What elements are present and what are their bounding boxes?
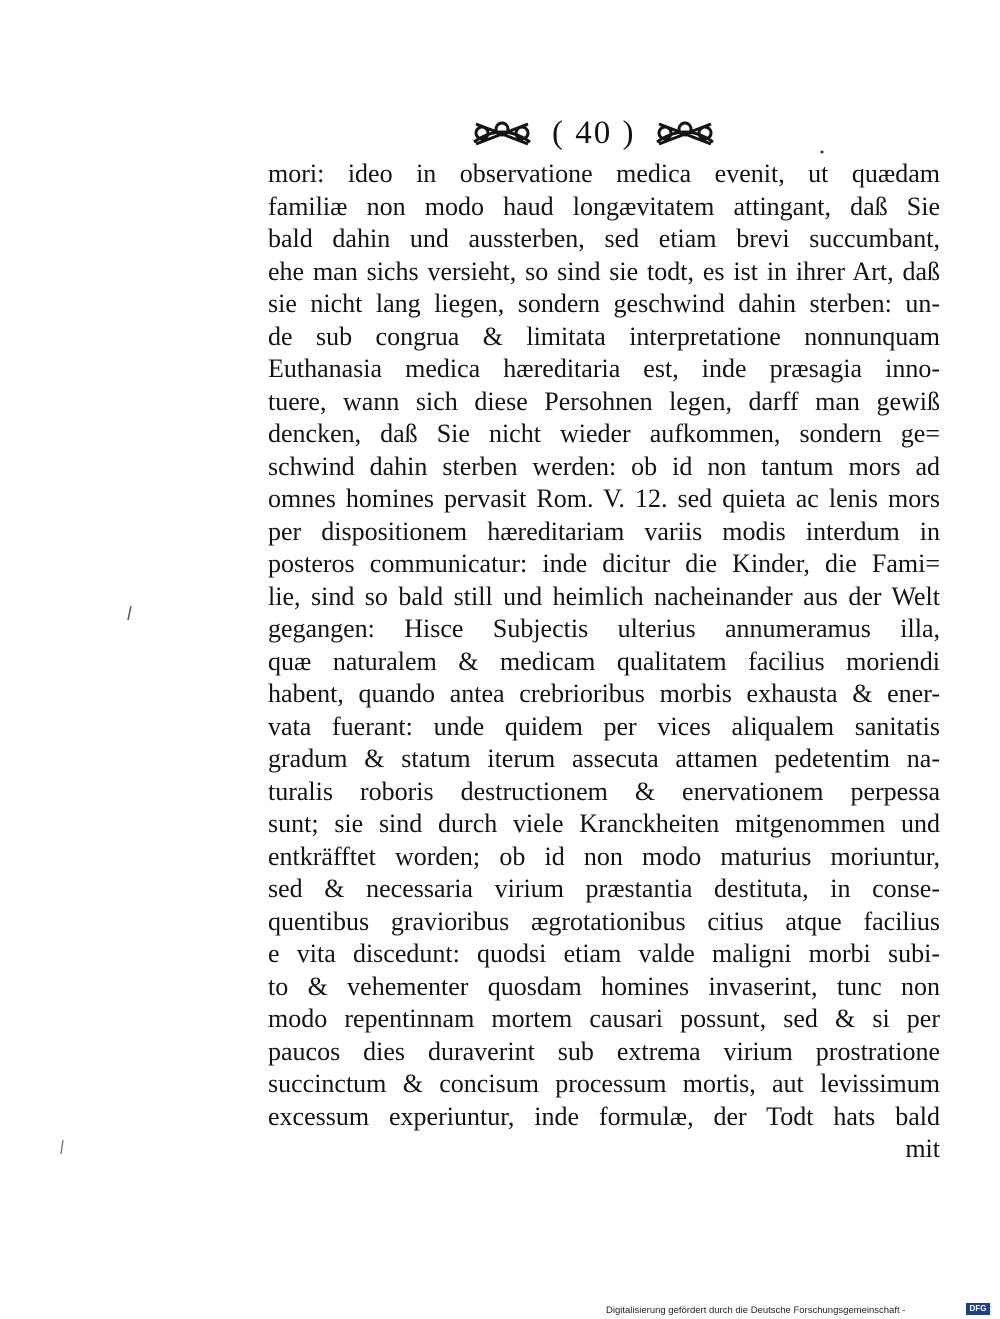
text-line: quentibus gravioribus ægrotationibus citius atque facilius [268, 906, 940, 936]
text-line: gegangen: Hisce Subjectis ulterius annumeramus illa, [268, 614, 940, 643]
text-line: Euthanasia medica hæreditaria est, inde præsagia inno- [268, 354, 940, 383]
digitization-credit: Digitalisierung gefördert durch die Deutsche Forschungsgemeinschaft - [606, 1305, 906, 1316]
text-line: quæ naturalem & medicam qualitatem facilius moriendi [268, 646, 940, 676]
text-line: schwind dahin sterben werden: ob id non tantum mors ad [268, 451, 940, 481]
text-line: ehe man sichs versieht, so sind sie todt, es ist in ihrer Art, daß [268, 256, 940, 286]
text-line: posteros communicatur: inde dicitur die Kinder, die Fami= [268, 549, 940, 578]
text-line: succinctum & concisum processum mortis, aut levissimum [268, 1069, 940, 1098]
text-line: familiæ non modo haud longævitatem attingant, daß Sie [268, 191, 940, 221]
text-line: omnes homines pervasit Rom. V. 12. sed quieta ac lenis mors [268, 484, 940, 513]
text-line: modo repentinnam mortem causari possunt, sed & si per [268, 1004, 940, 1033]
text-line: per dispositionem hæreditariam variis modis interdum in [268, 516, 940, 546]
text-line: de sub congrua & limitata interpretatione nonnunquam [268, 321, 940, 351]
text-line: entkräfftet worden; ob id non modo maturius moriuntur, [268, 841, 940, 871]
dfg-logo: DFG [966, 1303, 990, 1315]
text-line: gradum & statum iterum assecuta attamen pedetentim na- [268, 744, 940, 773]
text-line: e vita discedunt: quodsi etiam valde maligni morbi subi- [268, 939, 940, 968]
text-line: bald dahin und aussterben, sed etiam brevi succumbant, [268, 224, 940, 253]
text-line: tuere, wann sich diese Persohnen legen, darff man gewiß [268, 386, 940, 416]
text-line: sed & necessaria virium præstantia destituta, in conse- [268, 874, 940, 903]
text-line: vata fuerant: unde quidem per vices aliqualem sanitatis [268, 711, 940, 741]
page-number: ( 40 ) [552, 114, 636, 151]
text-line: paucos dies duraverint sub extrema virium prostratione [268, 1036, 940, 1066]
text-line: mori: ideo in observatione medica evenit, ut quædam [268, 159, 940, 188]
text-line: sunt; sie sind durch viele Kranckheiten mitgenommen und [268, 809, 940, 838]
text-line: dencken, daß Sie nicht wieder aufkommen, sondern ge= [268, 419, 940, 448]
text-line: habent, quando antea crebrioribus morbis exhausta & ener- [268, 679, 940, 708]
text-line: turalis roboris destructionem & enervationem perpessa [268, 776, 940, 806]
catchword: mit [905, 1134, 940, 1163]
text-line: excessum experiuntur, inde formulæ, der Todt hats bald [268, 1101, 940, 1131]
text-line: to & vehementer quosdam homines invaserint, tunc non [268, 971, 940, 1001]
text-line: lie, sind so bald still und heimlich nacheinander aus der Welt [268, 581, 940, 611]
text-line: sie nicht lang liegen, sondern geschwind dahin sterben: un- [268, 289, 940, 318]
